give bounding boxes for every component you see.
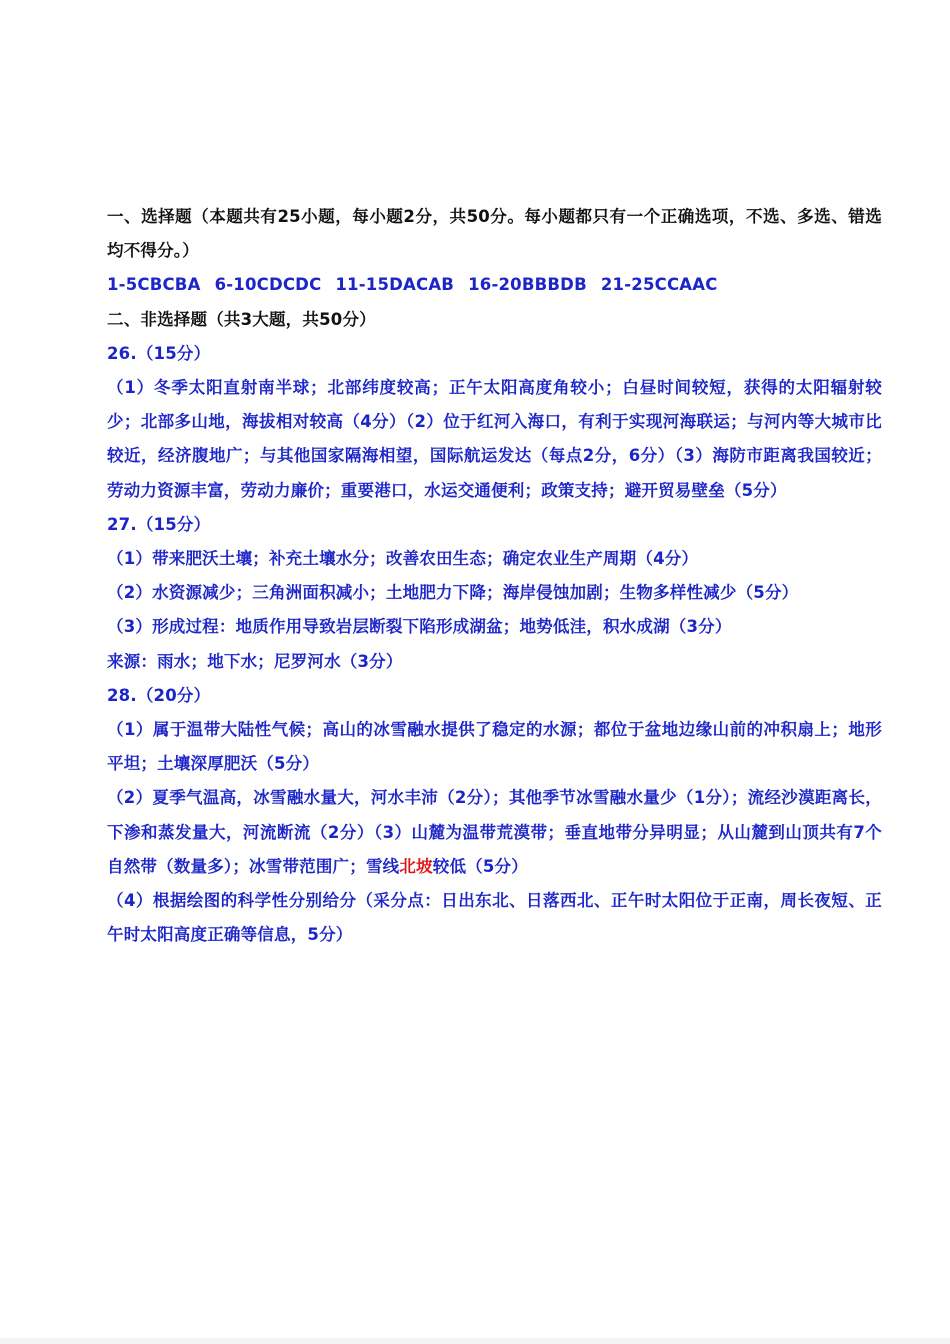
q27-source: 来源：雨水；地下水；尼罗河水（3分） [107,651,403,671]
choice-answers [107,268,882,302]
q27-part2: （2）水资源减少；三角洲面积减小；土地肥力下降；海岸侵蚀加剧；生物多样性减少（5分） [107,583,799,603]
highlight-north-slope: 北坡 [399,856,433,876]
q28-title: 28.（20分） [107,685,211,705]
choice-answer-group: 11-15DACAB [335,275,455,295]
q26-answer: （1）冬季太阳直射南半球；北部纬度较高；正午太阳高度角较小；白昼时间较短，获得的太阳辐射较少；北部多山地，海拔相对较高（4分）（2）位于红河入海口，有利于实现河海联运；与河内等大城市比较近，经济腹地广；与其他国家隔海相望，国际航运发达（每点2分，6分）（3）海防市距离我国较近；劳动力资源丰富，劳动力廉价；重要港口，水运交通便利；政策支持；避开贸易壁垒（5分） [107,378,882,500]
section2-heading: 二、非选择题（共3大题，共50分） [107,309,376,329]
q28-part4: （4）根据绘图的科学性分别给分（采分点：日出东北、日落西北、正午时太阳位于正南，周长夜短、正午时太阳高度正确等信息，5分） [107,891,882,945]
q26-title: 26.（15分） [107,343,211,363]
answer-key-document [107,200,882,952]
choice-answer-group: 1-5CBCBA [107,275,201,295]
choice-answer-group: 16-20BBBDB [468,275,587,295]
choice-answer-group: 21-25CCAAC [600,275,718,295]
q28-part3-tail: 较低（5分） [432,856,528,876]
section1-heading: 一、选择题（本题共有25小题，每小题2分，共50分。每小题都只有一个正确选项，不选、多选、错选均不得分。） [107,207,882,261]
page-bottom-edge [0,1338,950,1344]
choice-answer-group: 6-10CDCDC [214,275,322,295]
q28-part2-text: （2）夏季气温高，冰雪融水量大，河水丰沛（2分）；其他季节冰雪融水量少（1分）；流经沙漠距离长，下渗和蒸发量大，河流断流（2分）（3）山麓为温带荒漠带；垂直地带分异明显；从山麓到山顶共有7个自然带（数量多）；冰雪带范围广；雪线 [107,788,882,876]
q28-part1: （1）属于温带大陆性气候；高山的冰雪融水提供了稳定的水源；都位于盆地边缘山前的冲积扇上；地形平坦；土壤深厚肥沃（5分） [107,720,882,774]
q27-part1: （1）带来肥沃土壤；补充土壤水分；改善农田生态；确定农业生产周期（4分） [107,549,699,569]
q27-title: 27.（15分） [107,514,211,534]
q28-part2-3 [107,781,882,884]
q27-part3: （3）形成过程：地质作用导致岩层断裂下陷形成湖盆；地势低洼，积水成湖（3分） [107,617,732,637]
